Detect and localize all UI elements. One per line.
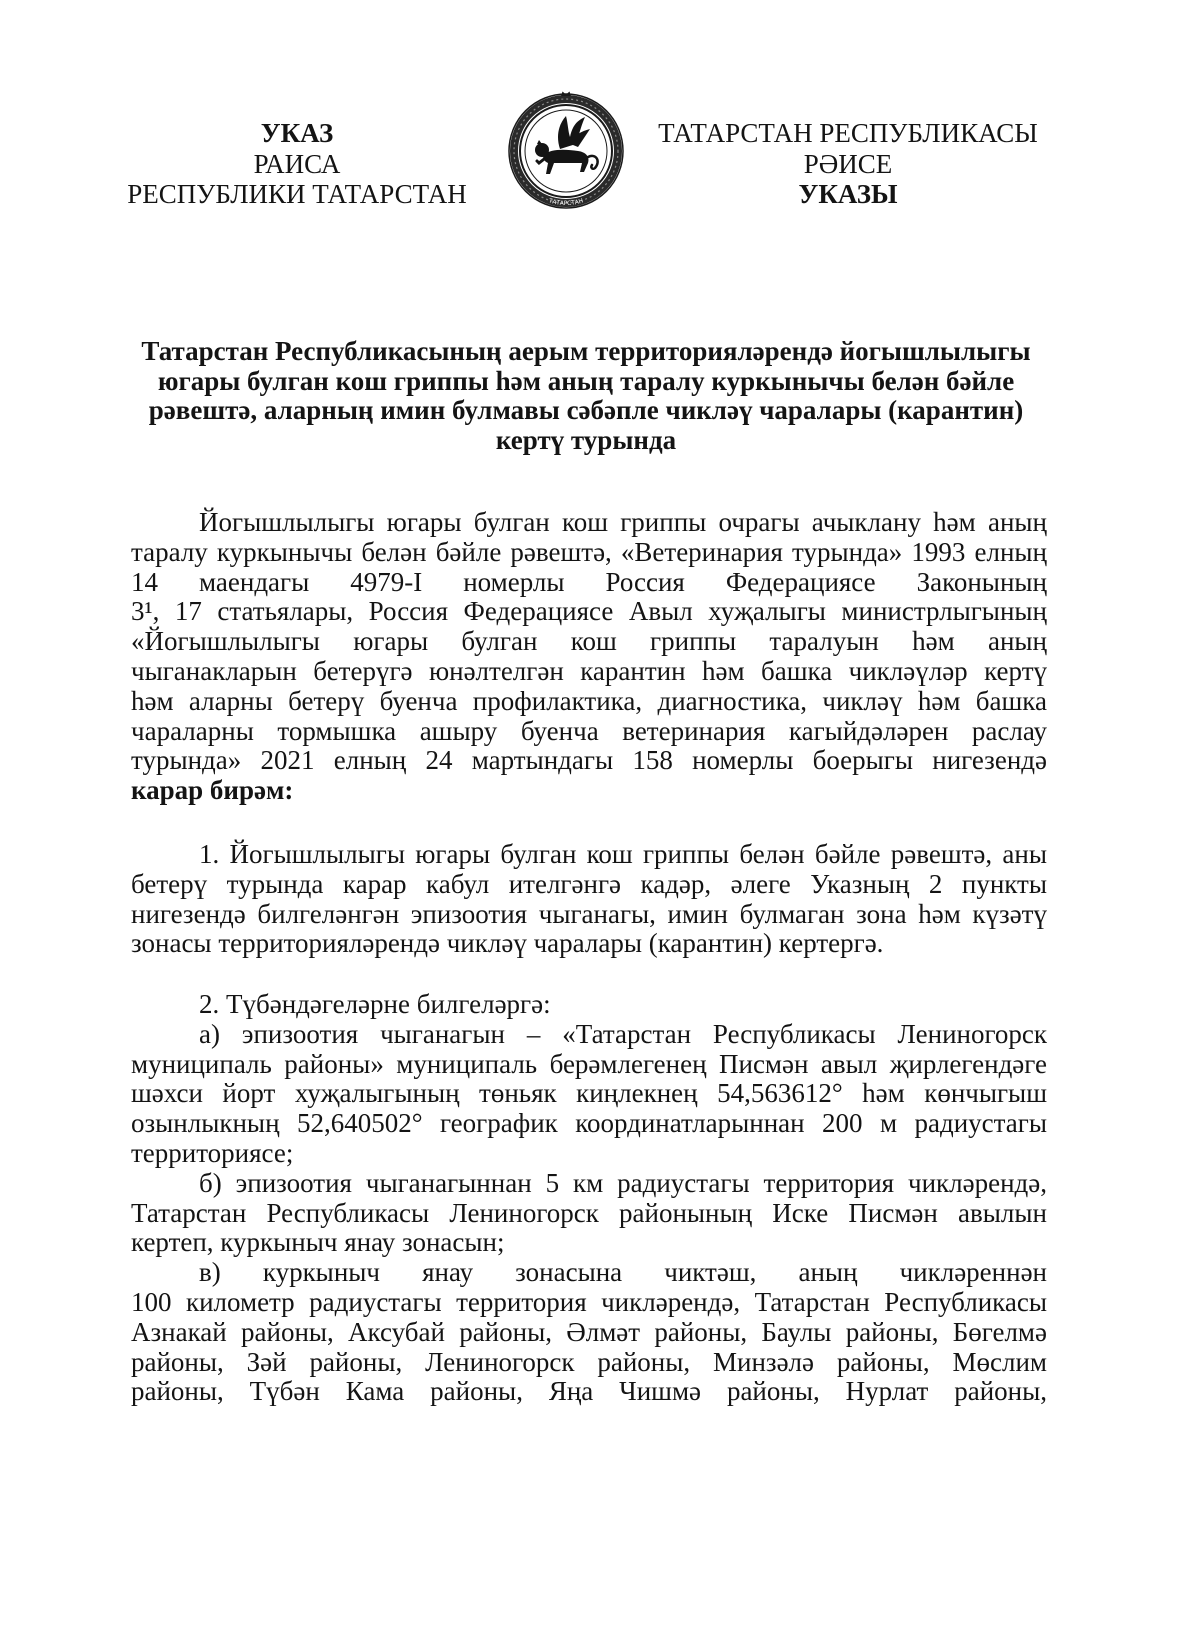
item-2a-line: шәхси йорт хуҗалыгының төньяк киңлекнең 54,563612° һәм көнчыгыш [131,1078,1047,1109]
header-right-republic: ТАТАРСТАН РЕСПУБЛИКАСЫ [658,118,1038,148]
item-2a-line: муниципаль районы» муниципаль берәмлегенең Писмән авыл җирлегендәге [131,1048,1047,1079]
item-1-line: бетерү турында карар кабул ителгәнгә кадәр, әлеге Указның 2 пункты [131,868,1047,899]
title-line: кертү турында [495,425,677,456]
item-2v-line: районы, Зәй районы, Лениногорск районы, Минзәлә районы, Мөслим [131,1346,1047,1377]
preamble-line: 14 маендагы 4979-I номерлы Россия Федерациясе Законының [131,566,1047,597]
title-line: югары булган кош гриппы һәм аның таралу куркынычы белән бәйле [157,365,1015,396]
preamble-line: «Йогышлылыгы югары булган кош гриппы таралуын һәм аның [131,626,1047,657]
preamble-line: чараларны тормышка ашыру буенча ветеринария кагыйдәләрен раслау [131,715,1047,746]
item-2a-line: а) эпизоотия чыганагын – «Татарстан Республикасы Лениногорск [199,1018,1047,1049]
item-2b-line: б) эпизоотия чыганагыннан 5 км радиустагы территория чикләрендә, [199,1167,1047,1198]
item-2b-line: кертеп, куркыныч янау зонасын; [131,1227,505,1258]
header-left-republic: РЕСПУБЛИКИ ТАТАРСТАН [127,179,467,209]
emblem-lettering-path: ТАТАРСТАН [547,197,585,208]
header-right-head: РӘИСЕ [803,148,893,179]
item-2v-line: Азнакай районы, Аксубай районы, Әлмәт районы, Баулы районы, Бөгелмә [131,1316,1047,1347]
item-2a-line: озынлыкның 52,640502° географик координатларыннан 200 м радиустагы [131,1108,1047,1139]
preamble-line: Йогышлылыгы югары булган кош гриппы очрагы ачыклану һәм аның [199,507,1047,537]
preamble-line: 3¹, 17 статьялары, Россия Федерациясе Авыл хуҗалыгы министрлыгының [131,596,1047,627]
header-left-head: РАИСА [253,148,341,179]
header-right [648,118,1048,210]
item-2-paragraph [131,990,1047,1407]
title-line: Татарстан Республикасының аерым территорияләрендә йогышлылыгы [141,336,1031,366]
preamble-line: һәм аларны бетерү буенча профилактика, диагностика, чикләү һәм башка [131,685,1047,716]
item-1-line: нигезендә билгеләнгән эпизоотия чыганагы, имин булмаган зона һәм күзәтү [131,898,1047,929]
document-title [86,337,1086,456]
preamble-line: турында» 2021 елның 24 мартындагы 158 номерлы боерыгы нигезендә [131,745,1047,776]
header-left [97,118,497,210]
item-1-paragraph [131,840,1047,959]
item-1-line: зонасы территорияләрендә чикләү чаралары (карантин) кертергә. [131,928,884,959]
item-2v-line: в) куркыныч янау зонасына чиктәш, аның чикләреннән [199,1257,1047,1288]
header-right-decree: УКАЗЫ [798,179,898,209]
item-2-heading: 2. Түбәндәгеләрне билгеләргә: [199,989,551,1019]
coat-of-arms-emblem [506,91,626,211]
item-2v-line: районы, Түбән Кама районы, Яңа Чишмә районы, Нурлат районы, [131,1376,1047,1407]
preamble-paragraph [131,508,1047,806]
item-1-line: 1. Йогышлылыгы югары булган кош гриппы белән бәйле рәвештә, аны [199,839,1047,869]
decision-text: карар бирәм: [131,775,294,806]
title-line: рәвештә, аларның имин булмавы сәбәпле чикләү чаралары (карантин) [148,395,1024,426]
item-2b-line: Татарстан Республикасы Лениногорск районының Иске Писмән авылын [131,1197,1047,1228]
preamble-line: чыганакларын бетерүгә юнәлтелгән карантин һәм башка чикләүләр кертү [131,655,1047,686]
item-2a-line: территориясе; [131,1137,294,1168]
item-2v-line: 100 километр радиустагы территория чикләрендә, Татарстан Республикасы [131,1286,1047,1317]
preamble-line: таралу куркынычы белән бәйле рәвештә, «Ветеринария турында» 1993 елның [131,536,1047,567]
header-left-decree: УКАЗ [260,118,334,148]
